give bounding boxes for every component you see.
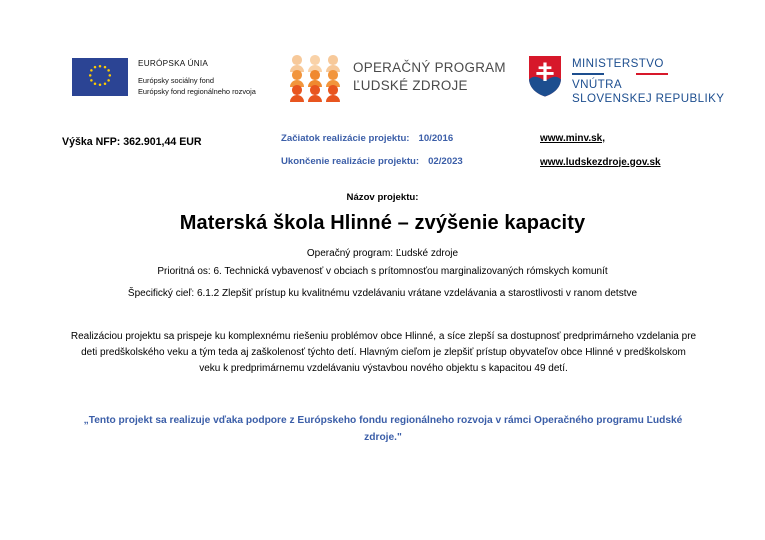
operational-programme-logo-line2: ĽUDSKÉ ZDROJE [353, 78, 468, 93]
project-dates [281, 134, 463, 180]
project-end-value: 02/2023 [428, 156, 463, 168]
nfp-amount: Výška NFP: 362.901,44 EUR [62, 136, 202, 148]
operational-programme-logo-text [353, 59, 506, 94]
eu-logo-text [138, 58, 256, 97]
specific-objective-line: Špecifický cieľ: 6.1.2 Zlepšiť prístup ku kvalitnému vzdelávaniu vrátane vzdelávania a starostlivosti v ranom detstve [127, 288, 638, 299]
page-title: Materská škola Hlinné – zvýšenie kapacity [179, 212, 586, 234]
ministry-logo-line2: VNÚTRA [572, 77, 623, 91]
eu-logo-subtitle-line1: Európsky sociálny fond [138, 75, 214, 85]
link-programme-line [540, 158, 661, 169]
ministry-logo-line3: SLOVENSKEJ REPUBLIKY [572, 91, 725, 105]
eu-logo [72, 58, 256, 97]
link-programme[interactable]: www.ludskezdroje.gov.sk [540, 156, 661, 168]
eu-logo-title: EURÓPSKA ÚNIA [138, 59, 209, 68]
funding-statement: „Tento projekt sa realizuje vďaka podpore z Európskeho fondu regionálneho rozvoja v rámci Operačného programu Ľudské zdroje." [83, 415, 683, 443]
link-ministry[interactable]: www.minv.sk, [540, 133, 606, 144]
ministry-logo-text [572, 54, 724, 106]
eu-logo-subtitle [138, 76, 256, 97]
project-end-line [281, 157, 463, 167]
tricolor-rule [572, 73, 668, 75]
project-name-label: Názov projektu: [346, 192, 419, 203]
ministry-logo-line1: MINISTERSTVO [572, 57, 664, 70]
priority-axis-line: Prioritná os: 6. Technická vybavenosť v obciach s prítomnosťou marginalizovaných rómskych komunít [157, 266, 608, 277]
header-logo-bar [0, 50, 765, 108]
eu-logo-subtitle-line2: Európsky fond regionálneho rozvoja [138, 86, 256, 96]
operational-programme-logo [290, 55, 506, 99]
project-start-line [281, 134, 463, 144]
project-end-label: Ukončenie realizácie projektu: [281, 156, 420, 168]
link-ministry-line [540, 134, 661, 145]
operational-programme-logo-line1: OPERAČNÝ PROGRAM [353, 60, 506, 76]
reference-links [540, 134, 661, 181]
ministry-logo [527, 54, 724, 106]
people-grid-icon [290, 55, 340, 99]
project-description: Realizáciou projektu sa prispeje ku komplexnému riešeniu problémov obce Hlinné, a síce zlepší sa dostupnosť predprimárneho vzdelania pre deti predškolského veku a tým teda aj zaškolenosť týchto detí. Hlavným cieľom je zlepšiť prístup obyvateľov obce Hlinné v predškolskom veku k predprimárnemu vzdelávaniu výstavbou nového objektu s kapacitou 49 detí. [70, 331, 697, 375]
project-start-value: 10/2016 [418, 133, 454, 144]
eu-flag-icon [72, 58, 128, 96]
project-start-label: Začiatok realizácie projektu: [281, 133, 410, 144]
operational-programme-line: Operačný program: Ľudské zdroje [306, 248, 459, 259]
slovak-coat-of-arms-icon [527, 54, 563, 98]
